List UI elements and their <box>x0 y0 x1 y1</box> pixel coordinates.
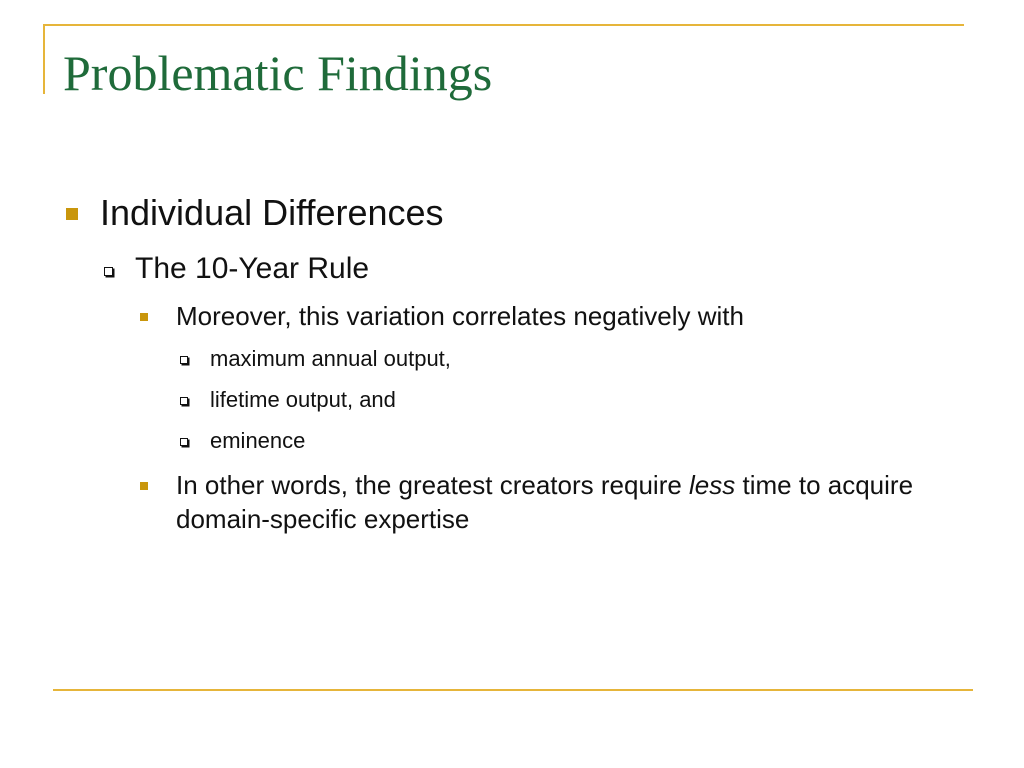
bullet-text-end: time to acquire domain-specific expertise <box>176 470 914 534</box>
filled-square-bullet-icon <box>140 482 148 490</box>
bullet-text: maximum annual output, <box>210 346 451 371</box>
outlined-square-bullet-icon <box>180 356 188 364</box>
bullet-text: The 10-Year Rule <box>135 252 370 285</box>
bullet-item-level-4 <box>180 426 305 456</box>
bullet-item-level-3 <box>140 299 744 333</box>
bullet-item-level-3 <box>140 468 976 536</box>
top-rule <box>43 24 964 26</box>
bullet-text <box>176 468 976 536</box>
outlined-square-bullet-icon <box>180 438 188 446</box>
bullet-text-start: In other words, the greatest creators require <box>176 470 690 500</box>
bullet-text: Individual Differences <box>100 192 444 233</box>
emphasized-word: less <box>689 470 736 500</box>
bottom-rule <box>53 689 973 691</box>
filled-square-bullet-icon <box>66 208 78 220</box>
bullet-item-level-4 <box>180 385 396 415</box>
outlined-square-bullet-icon <box>180 397 188 405</box>
filled-square-bullet-icon <box>140 313 148 321</box>
left-rule <box>43 24 45 94</box>
outlined-square-bullet-icon <box>104 267 113 276</box>
bullet-text: eminence <box>210 428 306 453</box>
bullet-text: Moreover, this variation correlates negatively with <box>176 301 744 331</box>
bullet-item-level-4 <box>180 344 451 374</box>
bullet-item-level-1 <box>66 191 444 235</box>
bullet-item-level-2 <box>104 250 369 288</box>
slide-title: Problematic Findings <box>63 45 493 101</box>
bullet-text: lifetime output, and <box>210 387 396 412</box>
